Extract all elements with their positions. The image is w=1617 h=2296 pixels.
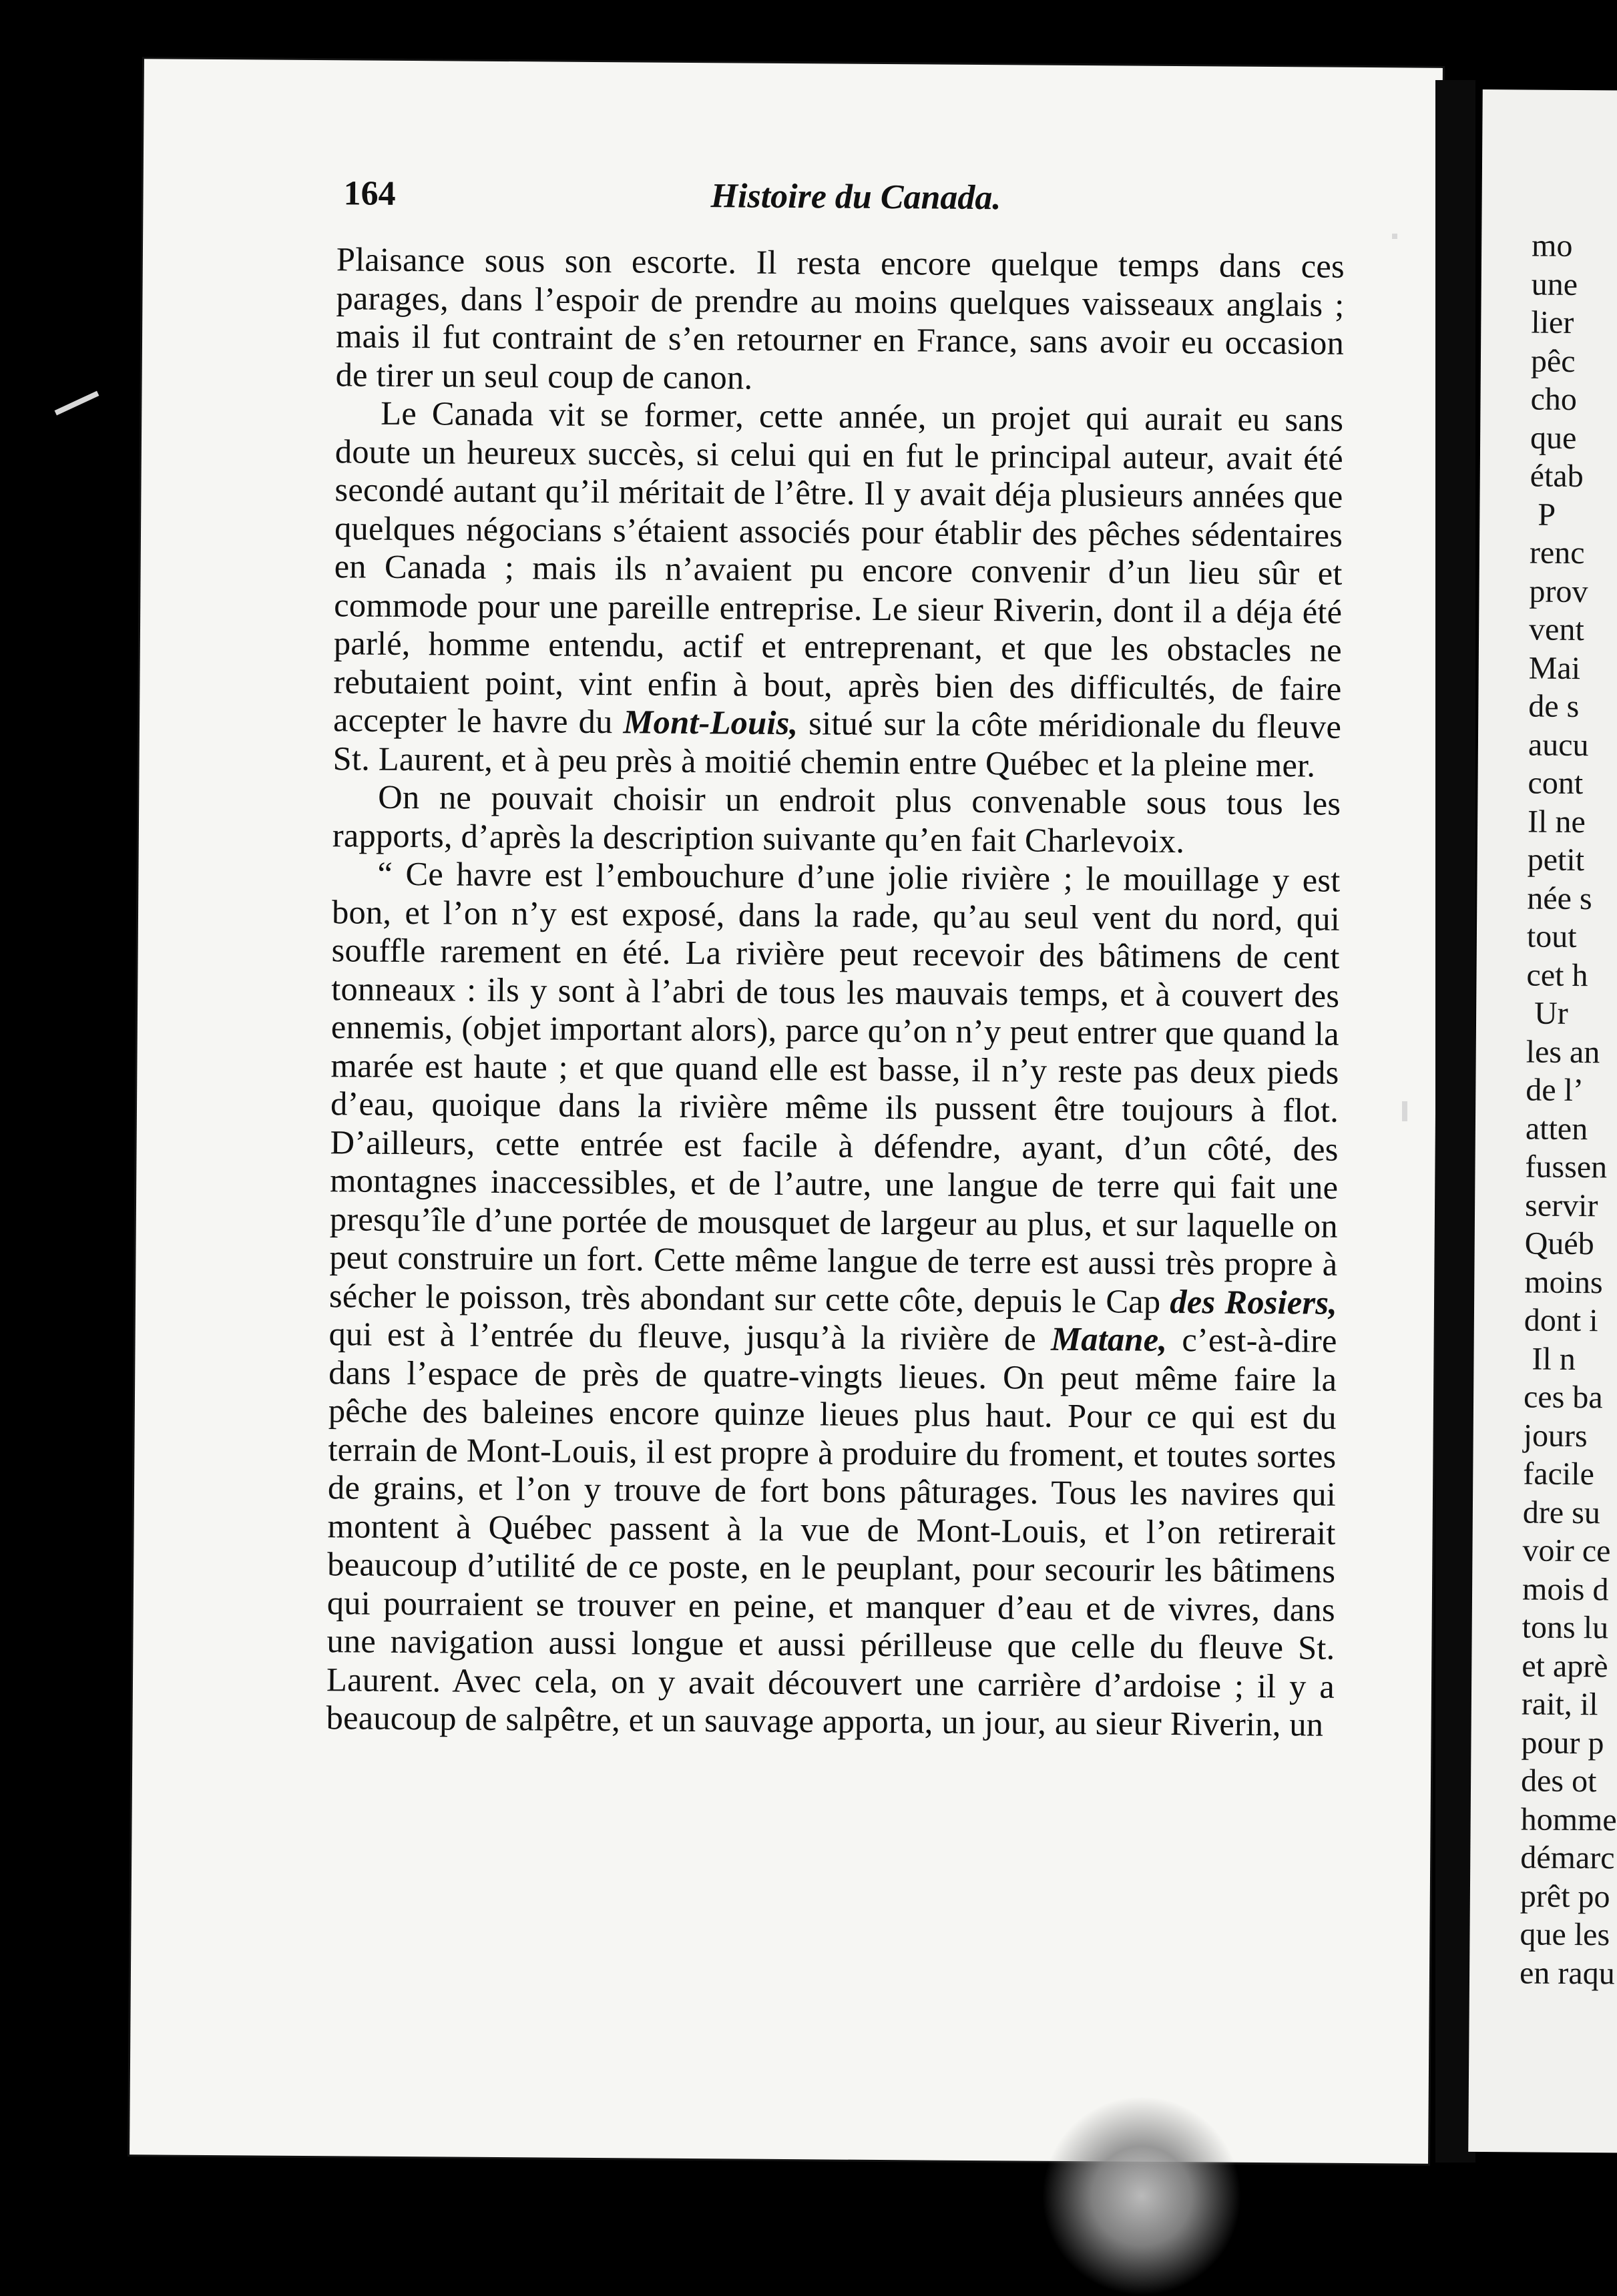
adjacent-page-line: mo bbox=[1531, 228, 1573, 264]
paragraph-3-text: On ne pouvait choisir un endroit plus convenable sous tous les rapports, d’après la description suivante qu’en fait Charlevoix. bbox=[332, 778, 1341, 860]
place-name-mont-louis: Mont-Louis, bbox=[623, 703, 798, 742]
adjacent-page-line: moins bbox=[1524, 1263, 1603, 1300]
scan-speck bbox=[1402, 1101, 1407, 1121]
adjacent-page-line: aucu bbox=[1528, 726, 1589, 763]
scan-speck bbox=[1392, 234, 1397, 239]
paragraph-4-tail: c’est-à-dire dans l’espace de près de quatre-vingts lieues. On peut même faire la pêche des baleines encore quinze lieues plus haut. bbox=[328, 1321, 1337, 1434]
scan-speck bbox=[55, 391, 99, 416]
paragraph-2-text: Le Canada vit se former, cette année, un projet qui aurait eu sans doute un heureux succès, si celui qui en fut le principal auteur, avait été secondé autant qu’il méritait de l’être. Il y avait déja plusieurs années que quelques négocians s’étaient associés pour établir des pêches sédentaires en Canada ; mais ils n’avaient pu encore convenir d’un lieu sûr et commode pour une pareille entreprise. Le sieur Riverin, dont il a déja été parlé, homme entendu, actif et entreprenant, et que les obstacles ne rebutaient point, vint enfin à bout, après bien des difficultés, de faire accepter le havre du bbox=[332, 394, 1344, 741]
adjacent-page-line: en raqu bbox=[1519, 1954, 1615, 1991]
adjacent-page-line: tons lu bbox=[1522, 1609, 1609, 1646]
adjacent-page-line: cho bbox=[1530, 381, 1578, 417]
adjacent-page-line: une bbox=[1531, 266, 1578, 302]
body-text bbox=[326, 240, 1345, 1744]
adjacent-page-line: petit bbox=[1527, 842, 1585, 878]
adjacent-page-line: rait, il bbox=[1521, 1686, 1598, 1723]
adjacent-page-line: mois d bbox=[1522, 1570, 1609, 1607]
adjacent-page-text bbox=[1520, 227, 1617, 1993]
adjacent-page-line: Il n bbox=[1524, 1340, 1576, 1377]
adjacent-page-line: P bbox=[1530, 496, 1556, 533]
adjacent-page-line: facile bbox=[1523, 1456, 1595, 1492]
adjacent-page-line: Mai bbox=[1528, 649, 1581, 686]
running-title: Histoire du Canada. bbox=[710, 177, 1001, 218]
adjacent-page-line: et aprè bbox=[1522, 1647, 1608, 1684]
adjacent-page-line: homme bbox=[1520, 1801, 1617, 1837]
adjacent-page-line: fussen bbox=[1525, 1149, 1608, 1185]
adjacent-page-line: cont bbox=[1528, 765, 1584, 802]
adjacent-page-line: de l’ bbox=[1526, 1072, 1584, 1109]
adjacent-page-line: voir ce bbox=[1522, 1532, 1611, 1569]
adjacent-page-line: dre su bbox=[1522, 1494, 1601, 1530]
scanned-page bbox=[130, 59, 1443, 2164]
adjacent-page-line: prov bbox=[1529, 573, 1588, 609]
place-name-matane: Matane, bbox=[1050, 1320, 1168, 1358]
paragraph-4-text: “ Ce havre est l’embouchure d’une jolie rivière ; le mouillage y est bon, et l’on n’y est exposé, dans la rade, qu’au seul vent du nord, qui souffle rarement en été. La rivière peut recevoir des bâtimens de cent tonneaux : ils y sont à l’abri de tous les mauvais temps, et à couvert des ennemis, (objet important alors), parce qu’on n’y peut entrer que quand la marée est haute ; et que quand elle est basse, il n’y reste pas deux pieds d’eau, quoique dans la rivière même ils pussent être toujours à flot. D’ailleurs, cette entrée est facile à défendre, ayant, d’un côté, des montagnes inaccessibles, et de l’autre, une langue de terre qui fait une presqu’île d’une portée de mousquet de largeur au plus, et sur laquelle on peut construire un fort. Cette même langue de terre est aussi très propre à sécher le poisson, très abondant sur cette côte, depuis le Cap bbox=[328, 854, 1341, 1320]
adjacent-page-line: que les bbox=[1520, 1916, 1610, 1953]
adjacent-page-line: démarc bbox=[1520, 1839, 1615, 1876]
page-content bbox=[326, 107, 1345, 1744]
adjacent-page-line: prêt po bbox=[1520, 1878, 1610, 1914]
paragraph-4-mid: qui est à l’entrée du fleuve, jusqu’à la rivière de bbox=[328, 1315, 1037, 1358]
adjacent-page-line: jours bbox=[1523, 1417, 1588, 1454]
adjacent-page-line: des ot bbox=[1520, 1763, 1597, 1799]
adjacent-page-line: pêc bbox=[1530, 343, 1576, 379]
adjacent-page-line: renc bbox=[1529, 535, 1585, 571]
adjacent-page-line: tout bbox=[1526, 918, 1577, 955]
adjacent-page-line: de s bbox=[1528, 688, 1580, 725]
paragraph-5-text: Pour ce qui est du terrain de Mont-Louis, il est propre à produire du froment, et toutes sortes de grains, et l’on y trouve de fort bons pâturages. Tous les navires qui montent à Québec passent à la vue de Mont-Louis, et l’on retirerait beaucoup d’utilité de ce poste, en le peuplant, pour secourir les bâtimens qui pourraient se trouver en peine, et manquer d’eau et de vivres, dans une navigation aussi longue et aussi périlleuse que celle du fleuve St. Laurent. Avec cela, on y avait découvert une carrière d’ardoise ; il y a beaucoup de salpêtre, et un sauvage apporta, un jour, au sieur Riverin, un bbox=[326, 1396, 1337, 1743]
adjacent-page-line: Ur bbox=[1526, 995, 1568, 1031]
adjacent-page-line: vent bbox=[1528, 611, 1584, 648]
paragraph-2-tail: situé sur la côte méridionale du fleuve St. Laurent, et à peu près à moitié chemin entre Québec et la pleine mer. bbox=[332, 704, 1342, 784]
adjacent-page-line: pour p bbox=[1521, 1724, 1604, 1761]
paper-stain bbox=[1042, 2096, 1242, 2296]
adjacent-page-line: née s bbox=[1527, 880, 1592, 916]
adjacent-page-line: étab bbox=[1530, 458, 1584, 495]
paragraph-3 bbox=[332, 778, 1341, 862]
adjacent-page-line: Il ne bbox=[1527, 803, 1586, 840]
page-number: 164 bbox=[343, 174, 396, 213]
book-gutter bbox=[1435, 80, 1475, 2163]
paragraph-2 bbox=[332, 394, 1343, 785]
place-name-des-rosiers: des Rosiers, bbox=[1170, 1282, 1338, 1322]
adjacent-page-line: servir bbox=[1524, 1187, 1598, 1223]
adjacent-page-line: ces ba bbox=[1523, 1379, 1603, 1416]
paragraph-1 bbox=[335, 240, 1345, 401]
adjacent-page-line: dont i bbox=[1524, 1302, 1598, 1339]
adjacent-page-line: les an bbox=[1526, 1033, 1600, 1070]
adjacent-page-line: que bbox=[1530, 420, 1577, 456]
paragraph-1-text: Plaisance sous son escorte. Il resta encore quelque temps dans ces parages, dans l’espoir de prendre au moins quelques vaisseaux anglais ; mais il fut contraint de s’en retourner en France, sans avoir eu occasion de tirer un seul coup de canon. bbox=[335, 240, 1345, 396]
adjacent-page-line: atten bbox=[1525, 1110, 1588, 1147]
adjacent-page-line: cet h bbox=[1526, 956, 1588, 993]
running-head bbox=[337, 107, 1346, 218]
adjacent-page-line: lier bbox=[1531, 304, 1574, 340]
adjacent-page-fragment bbox=[1468, 89, 1617, 2153]
paragraph-4-quotation bbox=[326, 854, 1340, 1744]
adjacent-page-line: Québ bbox=[1524, 1225, 1594, 1262]
